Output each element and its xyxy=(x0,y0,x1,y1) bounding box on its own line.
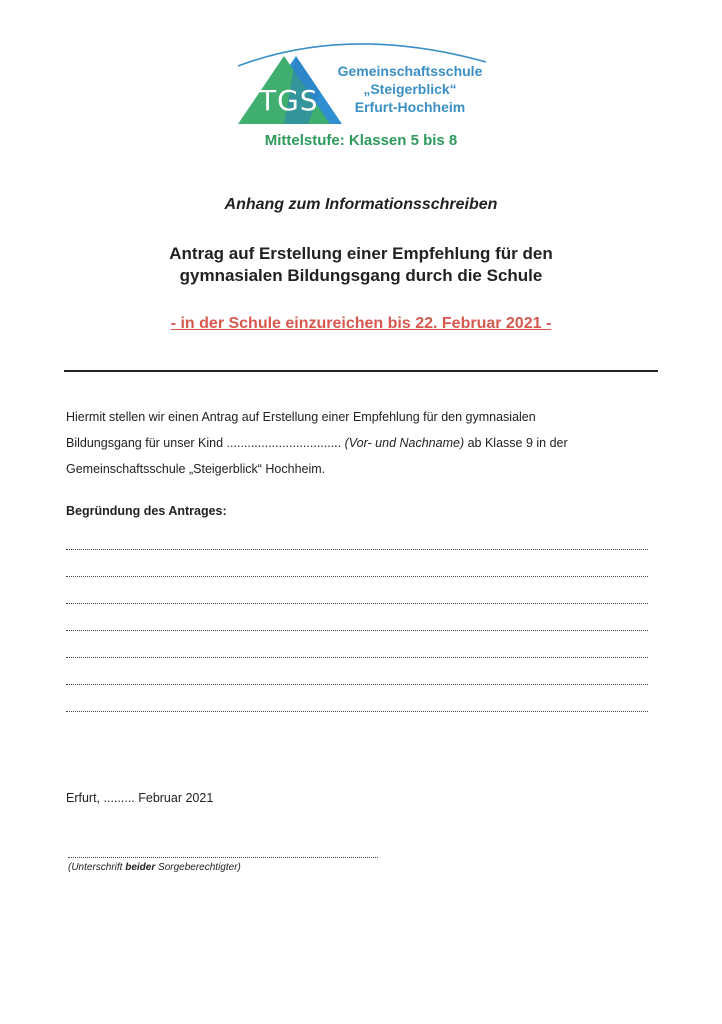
reason-line-1[interactable] xyxy=(66,549,648,550)
logo-line-1: Gemeinschaftsschule xyxy=(337,63,483,79)
divider xyxy=(64,370,658,372)
page-title xyxy=(0,243,722,287)
reason-line-5[interactable] xyxy=(66,657,648,658)
signature-caption xyxy=(68,862,241,873)
deadline-notice: - in der Schule einzureichen bis 22. Februar 2021 - xyxy=(170,315,552,332)
page-title-line-1: Antrag auf Erstellung einer Empfehlung für den xyxy=(169,244,553,263)
signature-caption-end: Sorgeberechtigter) xyxy=(155,862,241,873)
application-line-1: Hiermit stellen wir einen Antrag auf Erstellung einer Empfehlung für den gymnasialen xyxy=(66,410,536,424)
application-line-2-start: Bildungsgang für unser Kind ................................. xyxy=(66,436,345,450)
application-line-3: Gemeinschaftsschule „Steigerblick“ Hochheim. xyxy=(66,462,326,476)
reason-label: Begründung des Antrages: xyxy=(66,504,227,518)
page-title-line-2: gymnasialen Bildungsgang durch die Schule xyxy=(179,266,543,285)
reason-line-2[interactable] xyxy=(66,576,648,577)
reason-line-4[interactable] xyxy=(66,630,648,631)
annex-title: Anhang zum Informationsschreiben xyxy=(224,196,498,213)
logo-line-3: Erfurt-Hochheim xyxy=(354,99,466,115)
signature-caption-start: (Unterschrift xyxy=(68,862,126,873)
school-logo xyxy=(230,36,492,128)
application-line-2-end: ab Klasse 9 in der xyxy=(464,436,568,450)
signature-line[interactable] xyxy=(68,857,378,858)
application-line-2 xyxy=(66,430,656,456)
logo-initials: TGS xyxy=(259,84,319,117)
place-date: Erfurt, ......... Februar 2021 xyxy=(66,791,214,805)
logo-line-2: „Steigerblick“ xyxy=(363,81,457,97)
reason-line-3[interactable] xyxy=(66,603,648,604)
school-level-subtitle: Mittelstufe: Klassen 5 bis 8 xyxy=(264,132,458,149)
application-text xyxy=(66,404,656,482)
logo-school-name xyxy=(330,62,490,116)
signature-caption-bold: beider xyxy=(125,862,156,873)
reason-line-6[interactable] xyxy=(66,684,648,685)
child-name-hint: (Vor- und Nachname) xyxy=(344,436,465,450)
reason-line-7[interactable] xyxy=(66,711,648,712)
